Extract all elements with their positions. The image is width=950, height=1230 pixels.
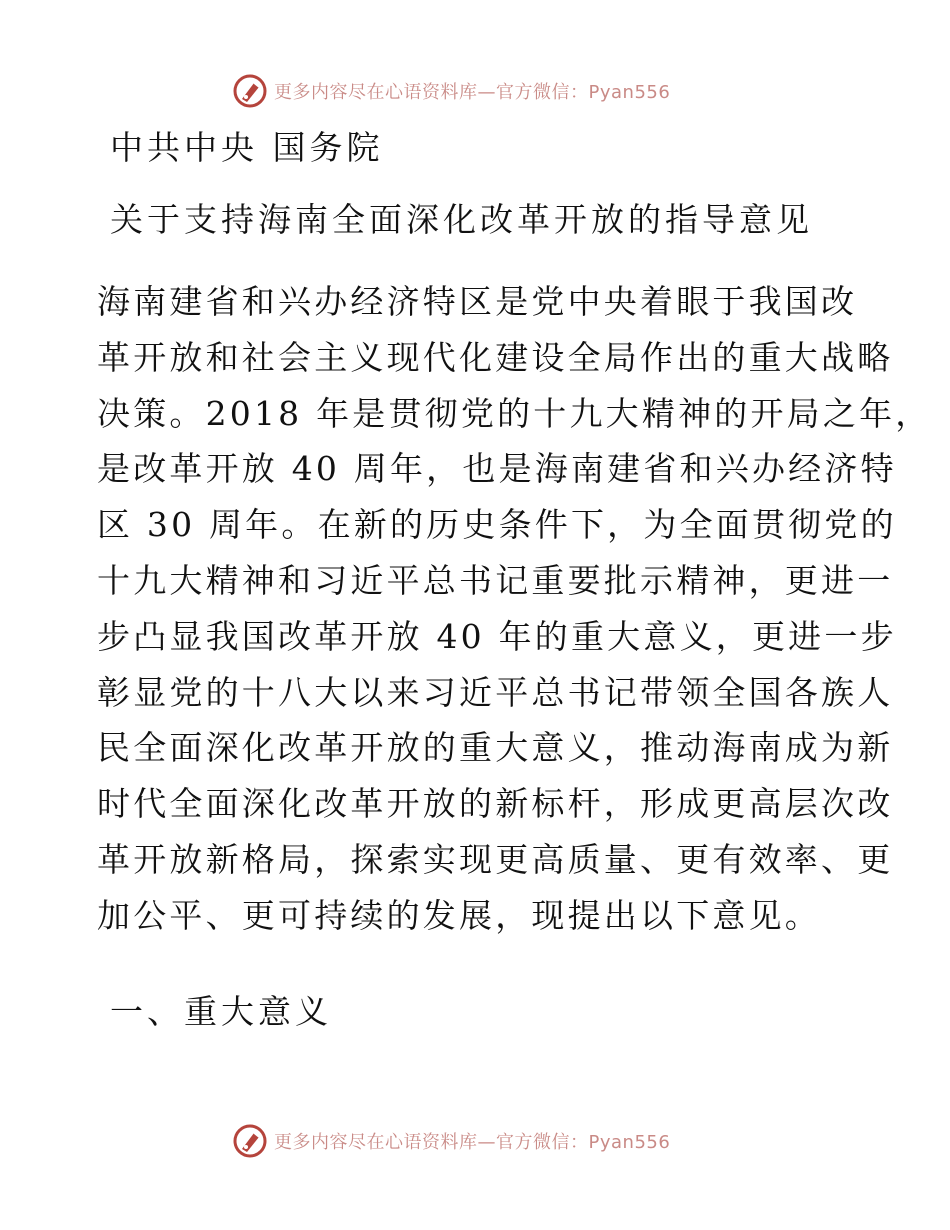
section-heading: 一、重大意义 bbox=[110, 992, 332, 1031]
watermark-text: 更多内容尽在心语资料库—官方微信：Pyan556 bbox=[274, 1132, 671, 1153]
paragraph-line: 决策。2018 年是贯彻党的十九大精神的开局之年， bbox=[97, 393, 932, 433]
document-title: 关于支持海南全面深化改革开放的指导意见 bbox=[110, 200, 813, 239]
paragraph-line: 彰显党的十八大以来习近平总书记带领全国各族人 bbox=[97, 672, 894, 712]
paragraph-line: 加公平、更可持续的发展，现提出以下意见。 bbox=[97, 895, 821, 935]
paragraph-line: 海南建省和兴办经济特区是党中央着眼于我国改 bbox=[97, 282, 858, 321]
paragraph-line: 是改革开放 40 周年，也是海南建省和兴办经济特 bbox=[97, 449, 897, 489]
watermark-header bbox=[232, 71, 670, 111]
paragraph-line: 民全面深化改革开放的重大意义，推动海南成为新 bbox=[97, 728, 894, 768]
pen-nib-circle-logo-icon bbox=[232, 1123, 268, 1159]
paragraph-line: 时代全面深化改革开放的新标杆，形成更高层次改 bbox=[97, 784, 894, 824]
paragraph-line: 十九大精神和习近平总书记重要批示精神，更进一 bbox=[97, 560, 894, 600]
watermark-text: 更多内容尽在心语资料库—官方微信：Pyan556 bbox=[274, 82, 671, 103]
watermark-footer bbox=[232, 1121, 670, 1161]
paragraph-line: 革开放新格局，探索实现更高质量、更有效率、更 bbox=[97, 839, 894, 879]
pen-nib-circle-logo-icon bbox=[232, 73, 268, 109]
paragraph-line: 步凸显我国改革开放 40 年的重大意义，更进一步 bbox=[97, 616, 897, 656]
paragraph-line: 区 30 周年。在新的历史条件下，为全面贯彻党的 bbox=[97, 505, 897, 545]
paragraph-line: 革开放和社会主义现代化建设全局作出的重大战略 bbox=[97, 337, 894, 377]
body-paragraph bbox=[97, 274, 932, 944]
document-issuer: 中共中央 国务院 bbox=[110, 128, 384, 167]
